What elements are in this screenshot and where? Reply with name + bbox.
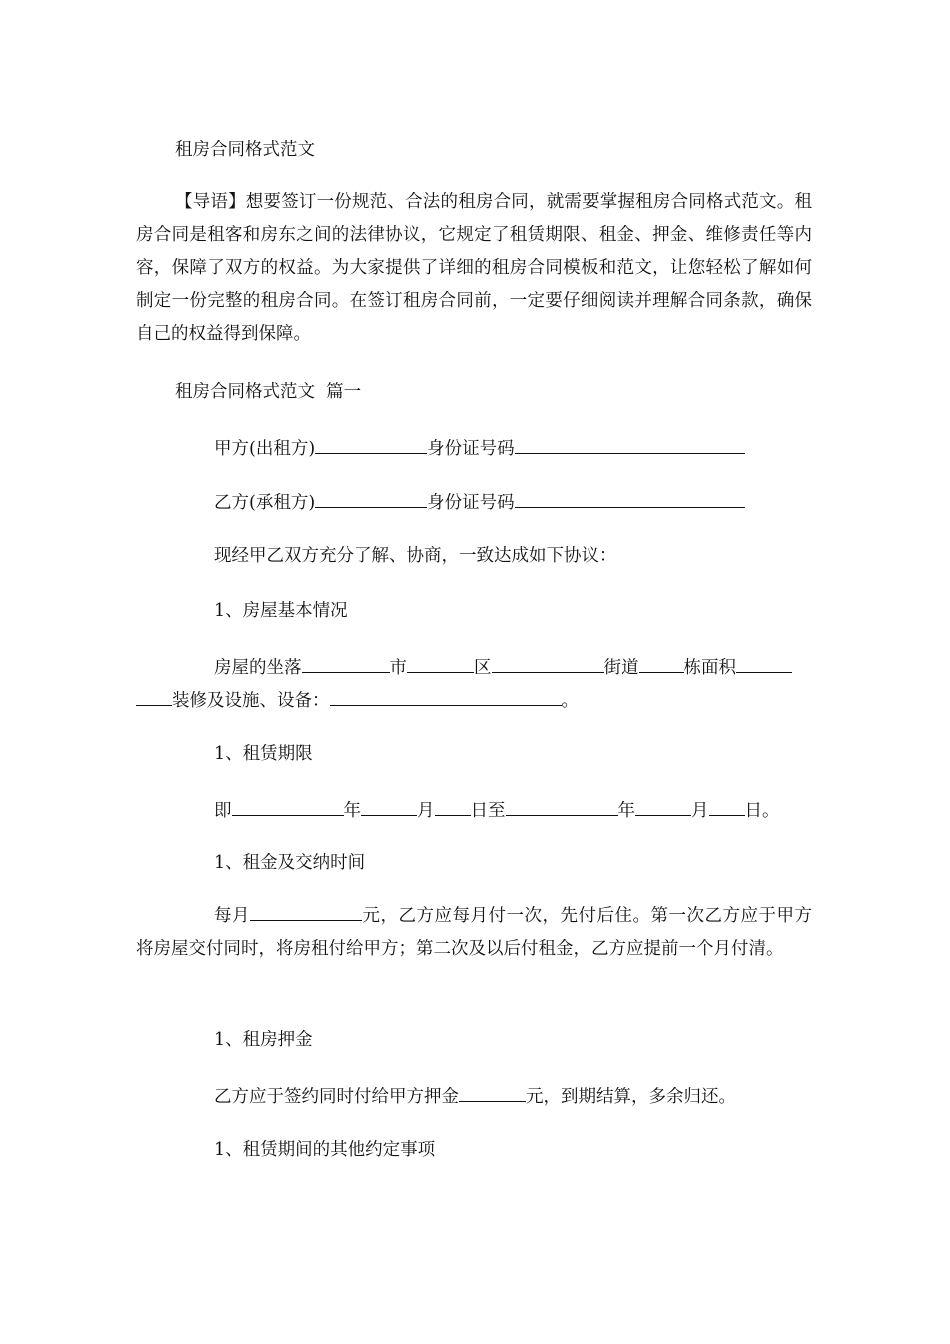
clause5-heading: 1、租赁期间的其他约定事项 xyxy=(214,1140,436,1160)
party-b-id-label: 身份证号码 xyxy=(427,493,515,513)
intro-paragraph: 【导语】想要签订一份规范、合法的租房合同，就需要掌握租房合同格式范文。租房合同是租客和房东之间的法律协议，它规定了租赁期限、租金、押金、维修责任等内容，保障了双方的权益。为大家提供了详细的租房合同模板和范文，让您轻松了解如何制定一份完整的租房合同。在签订租房合同前，一定要仔细阅读并理解合同条款，确保自己的权益得到保障。 xyxy=(136,192,812,344)
party-b-name-blank xyxy=(315,491,427,508)
party-a-label: 甲方(出租方) xyxy=(214,439,316,459)
end-month-blank xyxy=(635,799,691,816)
location-blank xyxy=(302,656,390,673)
clause4-heading: 1、租房押金 xyxy=(214,1030,313,1050)
clause1-line2 xyxy=(136,689,579,711)
start-year-blank xyxy=(232,799,344,816)
end-year-blank xyxy=(506,799,618,816)
clause1-heading: 1、房屋基本情况 xyxy=(214,601,348,621)
party-a-id-label: 身份证号码 xyxy=(427,439,515,459)
district-label: 区 xyxy=(474,658,492,678)
end-month-label: 月 xyxy=(691,801,709,821)
end-day-label: 日。 xyxy=(744,801,780,821)
party-b-id-blank xyxy=(515,491,745,508)
party-a-name-blank xyxy=(315,437,427,454)
start-month-blank xyxy=(361,799,417,816)
deposit-blank xyxy=(459,1085,526,1102)
start-month-label: 月 xyxy=(417,801,435,821)
start-day-label: 日至 xyxy=(470,801,506,821)
end-year-label: 年 xyxy=(617,801,635,821)
end-day-blank xyxy=(709,799,745,816)
start-day-blank xyxy=(435,799,471,816)
clause3-heading: 1、租金及交纳时间 xyxy=(214,853,366,873)
deposit-prefix: 乙方应于签约同时付给甲方押金 xyxy=(214,1087,459,1107)
party-b-line xyxy=(214,491,745,513)
area-blank xyxy=(736,656,792,673)
term-prefix: 即 xyxy=(214,801,232,821)
start-year-label: 年 xyxy=(343,801,361,821)
facilities-label: 装修及设施、设备： xyxy=(172,691,330,711)
deposit-text: 元，到期结算，多余归还。 xyxy=(526,1087,736,1107)
section-title: 租房合同格式范文 篇一 xyxy=(175,382,362,402)
street-blank xyxy=(639,656,684,673)
party-b-label: 乙方(承租方) xyxy=(214,493,316,513)
doc-title: 租房合同格式范文 xyxy=(175,140,315,160)
clause1-line1 xyxy=(214,656,792,678)
street-label: 街道 xyxy=(603,658,639,678)
area-blank-cont xyxy=(136,689,172,706)
rent-paragraph xyxy=(136,900,812,966)
term-line xyxy=(214,799,780,821)
deposit-line xyxy=(214,1085,736,1107)
location-label: 房屋的坐落 xyxy=(214,658,302,678)
facilities-end: 。 xyxy=(561,691,579,711)
rent-blank xyxy=(250,904,362,921)
rent-text: 元，乙方应每月付一次，先付后住。第一次乙方应于甲方将房屋交付同时，将房租付给甲方；第二次及以后付租金，乙方应提前一个月付清。 xyxy=(136,906,812,959)
district-blank xyxy=(492,656,604,673)
city-blank xyxy=(407,656,474,673)
rent-prefix: 每月 xyxy=(214,906,250,926)
agreement-line: 现经甲乙双方充分了解、协商，一致达成如下协议： xyxy=(214,546,617,566)
party-a-id-blank xyxy=(515,437,745,454)
area-label: 栋面积 xyxy=(683,658,736,678)
city-label: 市 xyxy=(389,658,407,678)
facilities-blank xyxy=(330,689,562,706)
clause2-heading: 1、租赁期限 xyxy=(214,744,313,764)
party-a-line xyxy=(214,437,745,459)
